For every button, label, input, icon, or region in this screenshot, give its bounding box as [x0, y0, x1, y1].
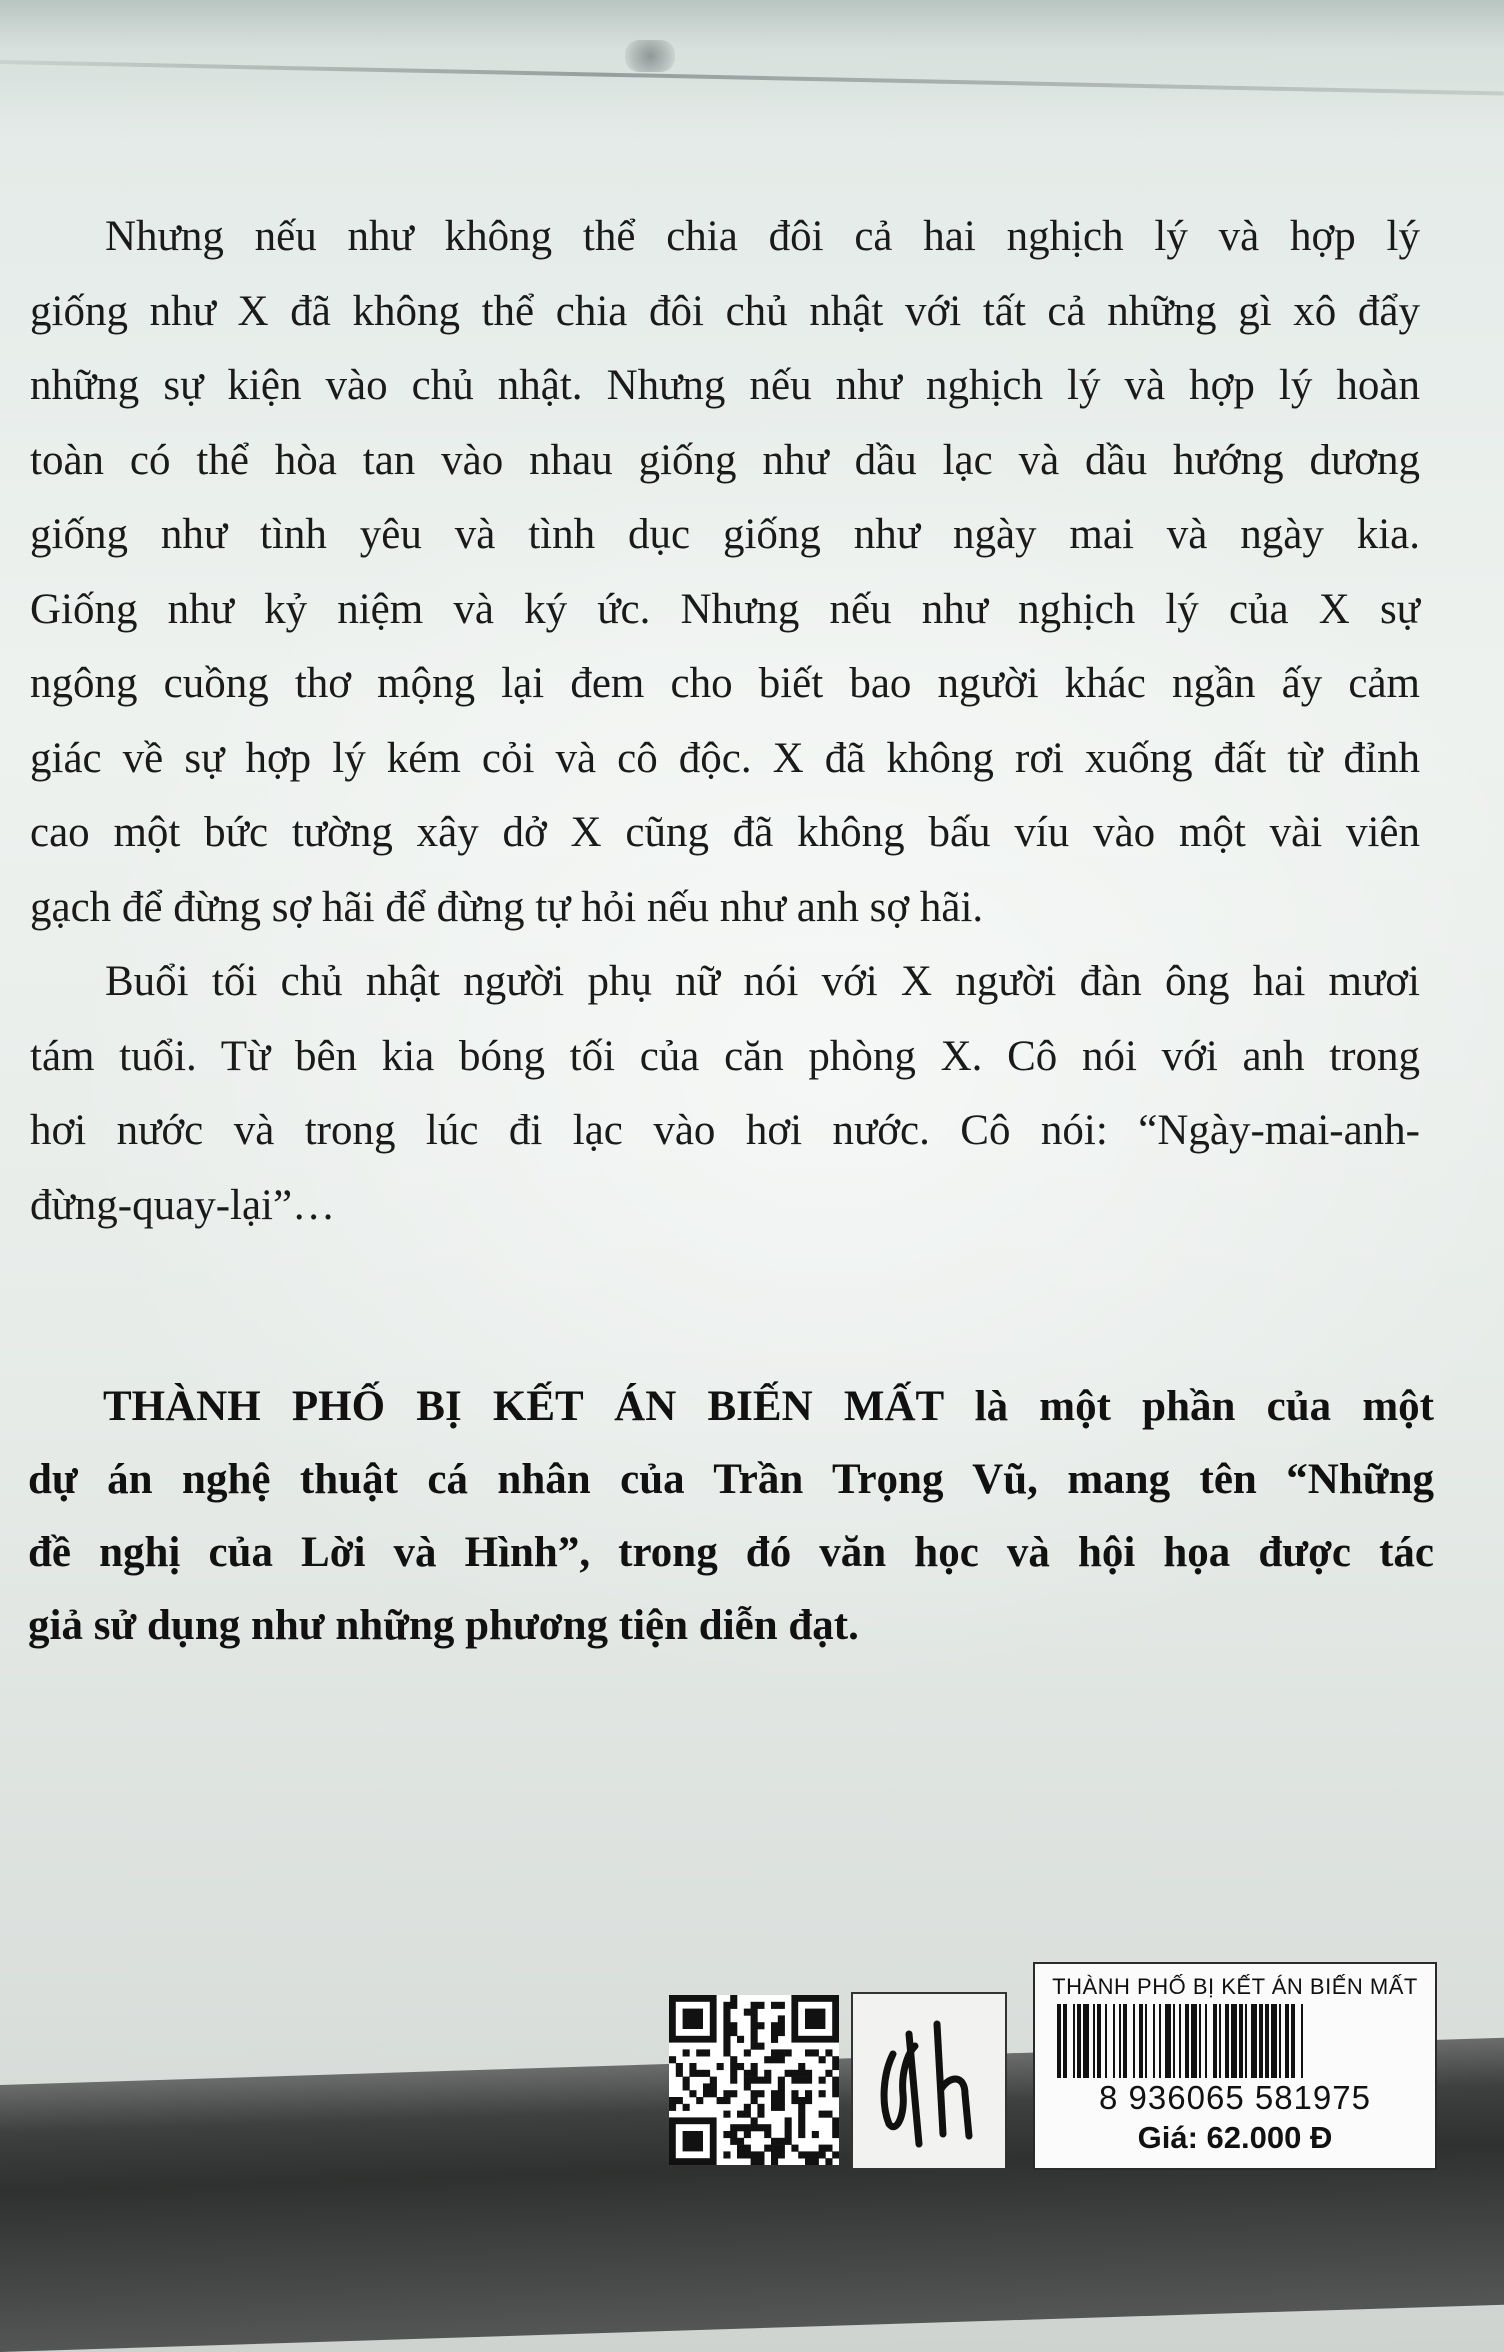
price: Giá: 62.000 Đ: [1137, 2120, 1333, 2155]
publisher-logo-icon: [851, 1992, 1007, 2170]
description-line: đề nghị của Lời và Hình”, trong đó văn học và hội họa được tác: [28, 1529, 1434, 1576]
barcode-number: 8 936065 581975: [1099, 2079, 1371, 2116]
wall-hook: [625, 40, 675, 72]
book-description: [28, 1370, 1434, 1662]
top-shadow: [0, 0, 1504, 110]
excerpt-paragraph-1: [30, 200, 1420, 945]
excerpt-paragraph-2: [30, 945, 1420, 1243]
text-line: Giống như kỷ niệm và ký ức. Nhưng nếu như nghịch lý của X sự: [30, 585, 1420, 633]
excerpt-text: [30, 200, 1420, 1243]
description-line: dự án nghệ thuật cá nhân của Trần Trọng Vũ, mang tên “Những: [28, 1456, 1434, 1503]
label-book-title: THÀNH PHỐ BỊ KẾT ÁN BIẾN MẤT: [1052, 1974, 1418, 1999]
description-line: THÀNH PHỐ BỊ KẾT ÁN BIẾN MẤT là một phần của một: [103, 1383, 1434, 1430]
text-line: toàn có thể hòa tan vào nhau giống như dầu lạc và dầu hướng dương: [30, 436, 1420, 484]
text-line: tám tuổi. Từ bên kia bóng tối của căn phòng X. Cô nói với anh trong: [30, 1032, 1420, 1080]
text-line: ngông cuồng thơ mộng lại đem cho biết bao người khác ngần ấy cảm: [30, 660, 1420, 707]
text-line: cao một bức tường xây dở X cũng đã không bấu víu vào một vài viên: [30, 809, 1420, 856]
text-line: giác về sự hợp lý kém cỏi và cô độc. X đã không rơi xuống đất từ đỉnh: [30, 734, 1420, 782]
text-line: những sự kiện vào chủ nhật. Nhưng nếu như nghịch lý và hợp lý hoàn: [30, 362, 1420, 409]
text-line: gạch để đừng sợ hãi để đừng tự hỏi nếu như anh sợ hãi.: [30, 883, 984, 931]
price-label: [1033, 1962, 1437, 2170]
description-line: giả sử dụng như những phương tiện diễn đạt.: [28, 1602, 859, 1649]
text-line: Buổi tối chủ nhật người phụ nữ nói với X người đàn ông hai mươi: [105, 958, 1420, 1005]
text-line: Nhưng nếu như không thể chia đôi cả hai nghịch lý và hợp lý: [105, 213, 1420, 260]
description-paragraph: [28, 1370, 1434, 1662]
text-line: hơi nước và trong lúc đi lạc vào hơi nước. Cô nói: “Ngày-mai-anh-: [30, 1107, 1420, 1154]
qr-code-icon: [669, 1995, 839, 2165]
text-line: giống như X đã không thể chia đôi chủ nhật với tất cả những gì xô đẩy: [30, 287, 1420, 335]
barcode-icon: [1053, 2004, 1417, 2078]
text-line: đừng-quay-lại”…: [30, 1181, 336, 1229]
text-line: giống như tình yêu và tình dục giống như ngày mai và ngày kia.: [30, 511, 1420, 558]
